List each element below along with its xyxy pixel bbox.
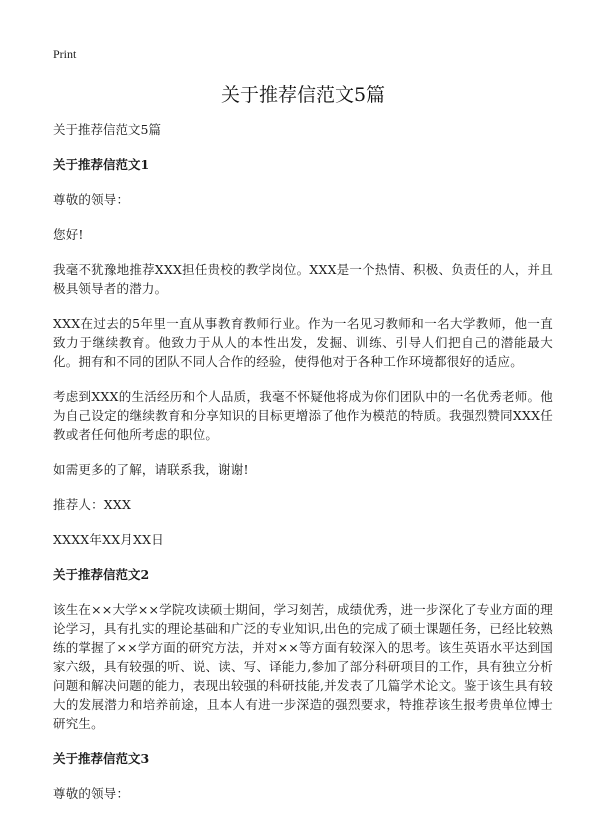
- section-heading-2: 关于推荐信范文2: [53, 567, 150, 582]
- greeting: 您好!: [53, 227, 84, 242]
- document-subtitle: 关于推荐信范文5篇: [53, 122, 161, 137]
- document-page: [53, 0, 553, 828]
- body-paragraph: 我毫不犹豫地推荐XXX担任贵校的教学岗位。XXX是一个热情、积极、负责任的人，并且极具领导者的潜力。: [53, 262, 553, 296]
- document-body: [53, 120, 553, 819]
- body-paragraph: XXX在过去的5年里一直从事教育教师行业。作为一名见习教师和一名大学教师，他一直致力于继续教育。他致力于从人的本性出发，发掘、训练、引导人们把自己的潜能最大化。拥有和不同的团队不同人合作的经验，使得他对于各种工作环境都很好的适应。: [53, 316, 553, 369]
- salutation: 尊敬的领导：: [53, 786, 130, 801]
- section-heading-1: 关于推荐信范文1: [53, 157, 150, 172]
- body-paragraph: 考虑到XXX的生活经历和个人品质，我毫不怀疑他将成为你们团队中的一名优秀老师。他为自己设定的继续教育和分享知识的目标更增添了他作为模范的特质。我强烈赞同XXX任教或者任何他所考虑的职位。: [53, 389, 553, 442]
- salutation: 尊敬的领导：: [53, 192, 130, 207]
- contact-note: 如需更多的了解，请联系我，谢谢!: [53, 462, 249, 477]
- date-line: XXXX年XX月XX日: [53, 532, 164, 547]
- body-paragraph: 该生在××大学××学院攻读硕士期间，学习刻苦，成绩优秀，进一步深化了专业方面的理论学习，具有扎实的理论基础和广泛的专业知识,出色的完成了硕士课题任务，已经比较熟练的掌握了××学方面的研究方法，并对××等方面有较深入的思考。该生英语水平达到国家六级，具有较强的听、说、读、写、译能力,参加了部分科研项目的工作，具有独立分析问题和解决问题的能力，表现出较强的科研技能,并发表了几篇学术论文。鉴于该生具有较大的发展潜力和培养前途，且本人有进一步深造的强烈要求，特推荐该生报考贵单位博士研究生。: [53, 602, 553, 731]
- page-title: 关于推荐信范文5篇: [220, 84, 386, 106]
- signature-line: 推荐人：XXX: [53, 497, 132, 512]
- print-link[interactable]: Print: [53, 47, 77, 61]
- section-heading-3: 关于推荐信范文3: [53, 751, 150, 766]
